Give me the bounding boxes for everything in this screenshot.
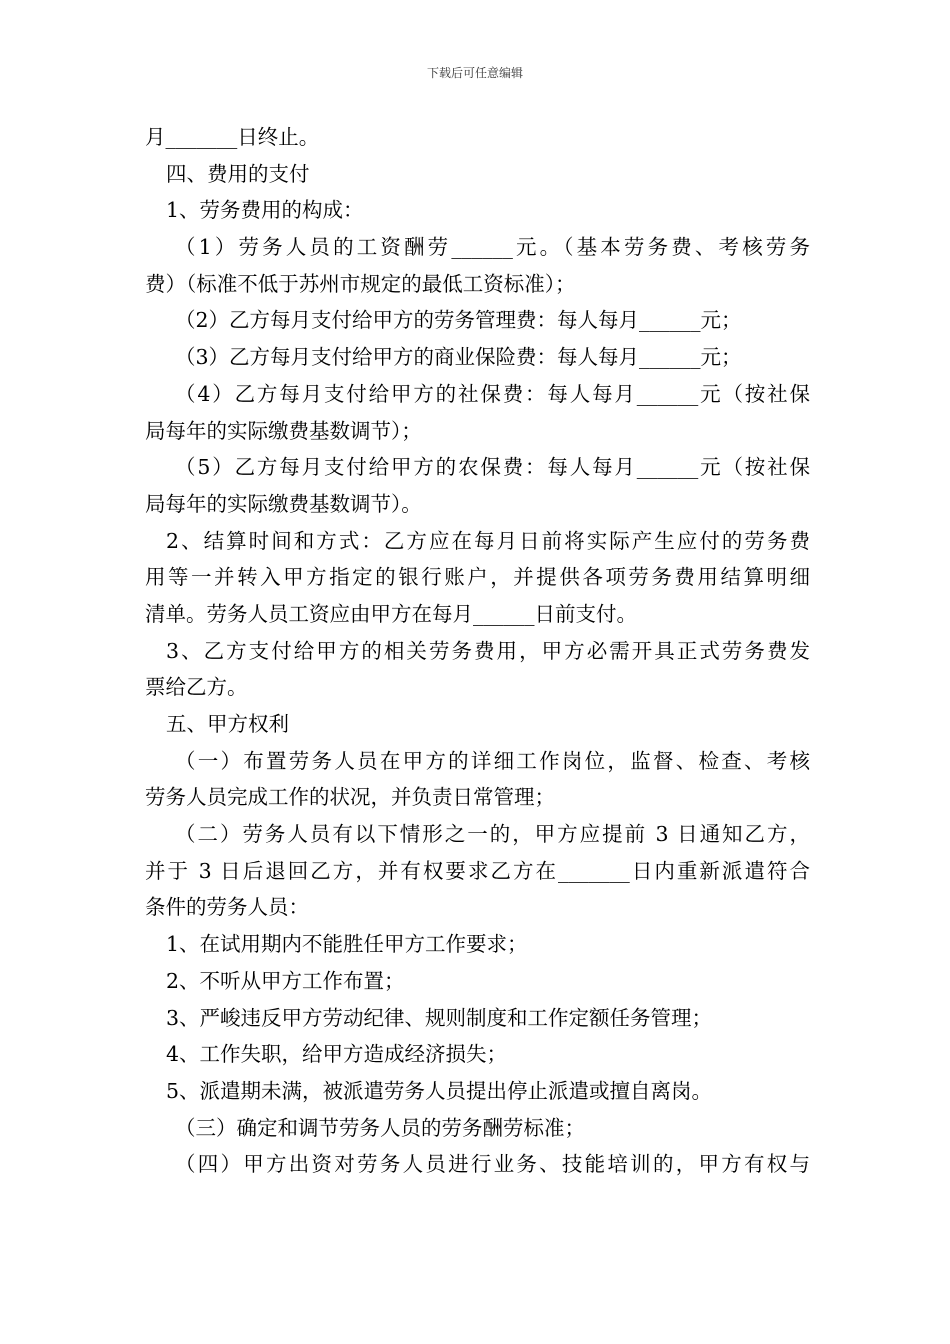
text-line: 条件的劳务人员： — [145, 895, 309, 920]
text-line: 1、劳务费用的构成： — [166, 198, 364, 223]
text-line: （三）确定和调节劳务人员的劳务酬劳标准； — [175, 1115, 585, 1140]
text-line: 4、工作失职，给甲方造成经济损失； — [166, 1042, 508, 1067]
text-line: （二）劳务人员有以下情形之一的，甲方应提前 3 日通知乙方， — [175, 822, 810, 847]
text-line: （一）布置劳务人员在甲方的详细工作岗位，监督、检查、考核 — [175, 748, 810, 773]
text-line: 四、费用的支付 — [166, 161, 310, 186]
text-line: （四）甲方出资对劳务人员进行业务、技能培训的，甲方有权与 — [175, 1152, 810, 1177]
text-line: 2、不听从甲方工作布置； — [166, 968, 405, 993]
text-line: 并于 3 日后退回乙方，并有权要求乙方在_______日内重新派遣符合 — [145, 858, 810, 883]
text-line: 3、严峻违反甲方劳动纪律、规则制度和工作定额任务管理； — [166, 1005, 713, 1030]
text-line: 清单。劳务人员工资应由甲方在每月______日前支付。 — [145, 601, 637, 626]
page-header: 下载后可任意编辑 — [426, 66, 523, 80]
text-line: 2、结算时间和方式：乙方应在每月日前将实际产生应付的劳务费 — [166, 528, 810, 553]
text-line: 局每年的实际缴费基数调节）； — [145, 418, 422, 443]
text-line: 票给乙方。 — [145, 675, 248, 700]
text-line: 1、在试用期内不能胜任甲方工作要求； — [166, 932, 528, 957]
text-line: （5）乙方每月支付给甲方的农保费：每人每月______元（按社保 — [175, 455, 810, 480]
text-line: 局每年的实际缴费基数调节）。 — [145, 491, 422, 516]
text-line: （2）乙方每月支付给甲方的劳务管理费：每人每月______元； — [175, 308, 742, 333]
text-line: 3、乙方支付给甲方的相关劳务费用，甲方必需开具正式劳务费发 — [166, 638, 810, 663]
text-line: 费）（标准不低于苏州市规定的最低工资标准）； — [145, 271, 576, 296]
text-line: （3）乙方每月支付给甲方的商业保险费：每人每月______元； — [175, 345, 742, 370]
text-line: 用等一并转入甲方指定的银行账户，并提供各项劳务费用结算明细 — [145, 565, 810, 590]
text-line: 五、甲方权利 — [166, 712, 289, 736]
document-body — [145, 119, 810, 1183]
text-line: 劳务人员完成工作的状况，并负责日常管理； — [145, 785, 555, 810]
text-line: （1）劳务人员的工资酬劳______元。（基本劳务费、考核劳务 — [175, 235, 810, 260]
text-line: 月_______日终止。 — [145, 125, 320, 149]
text-line: 5、派遣期未满，被派遣劳务人员提出停止派遣或擅自离岗。 — [166, 1078, 713, 1103]
text-line: （4）乙方每月支付给甲方的社保费：每人每月______元（按社保 — [175, 381, 810, 406]
